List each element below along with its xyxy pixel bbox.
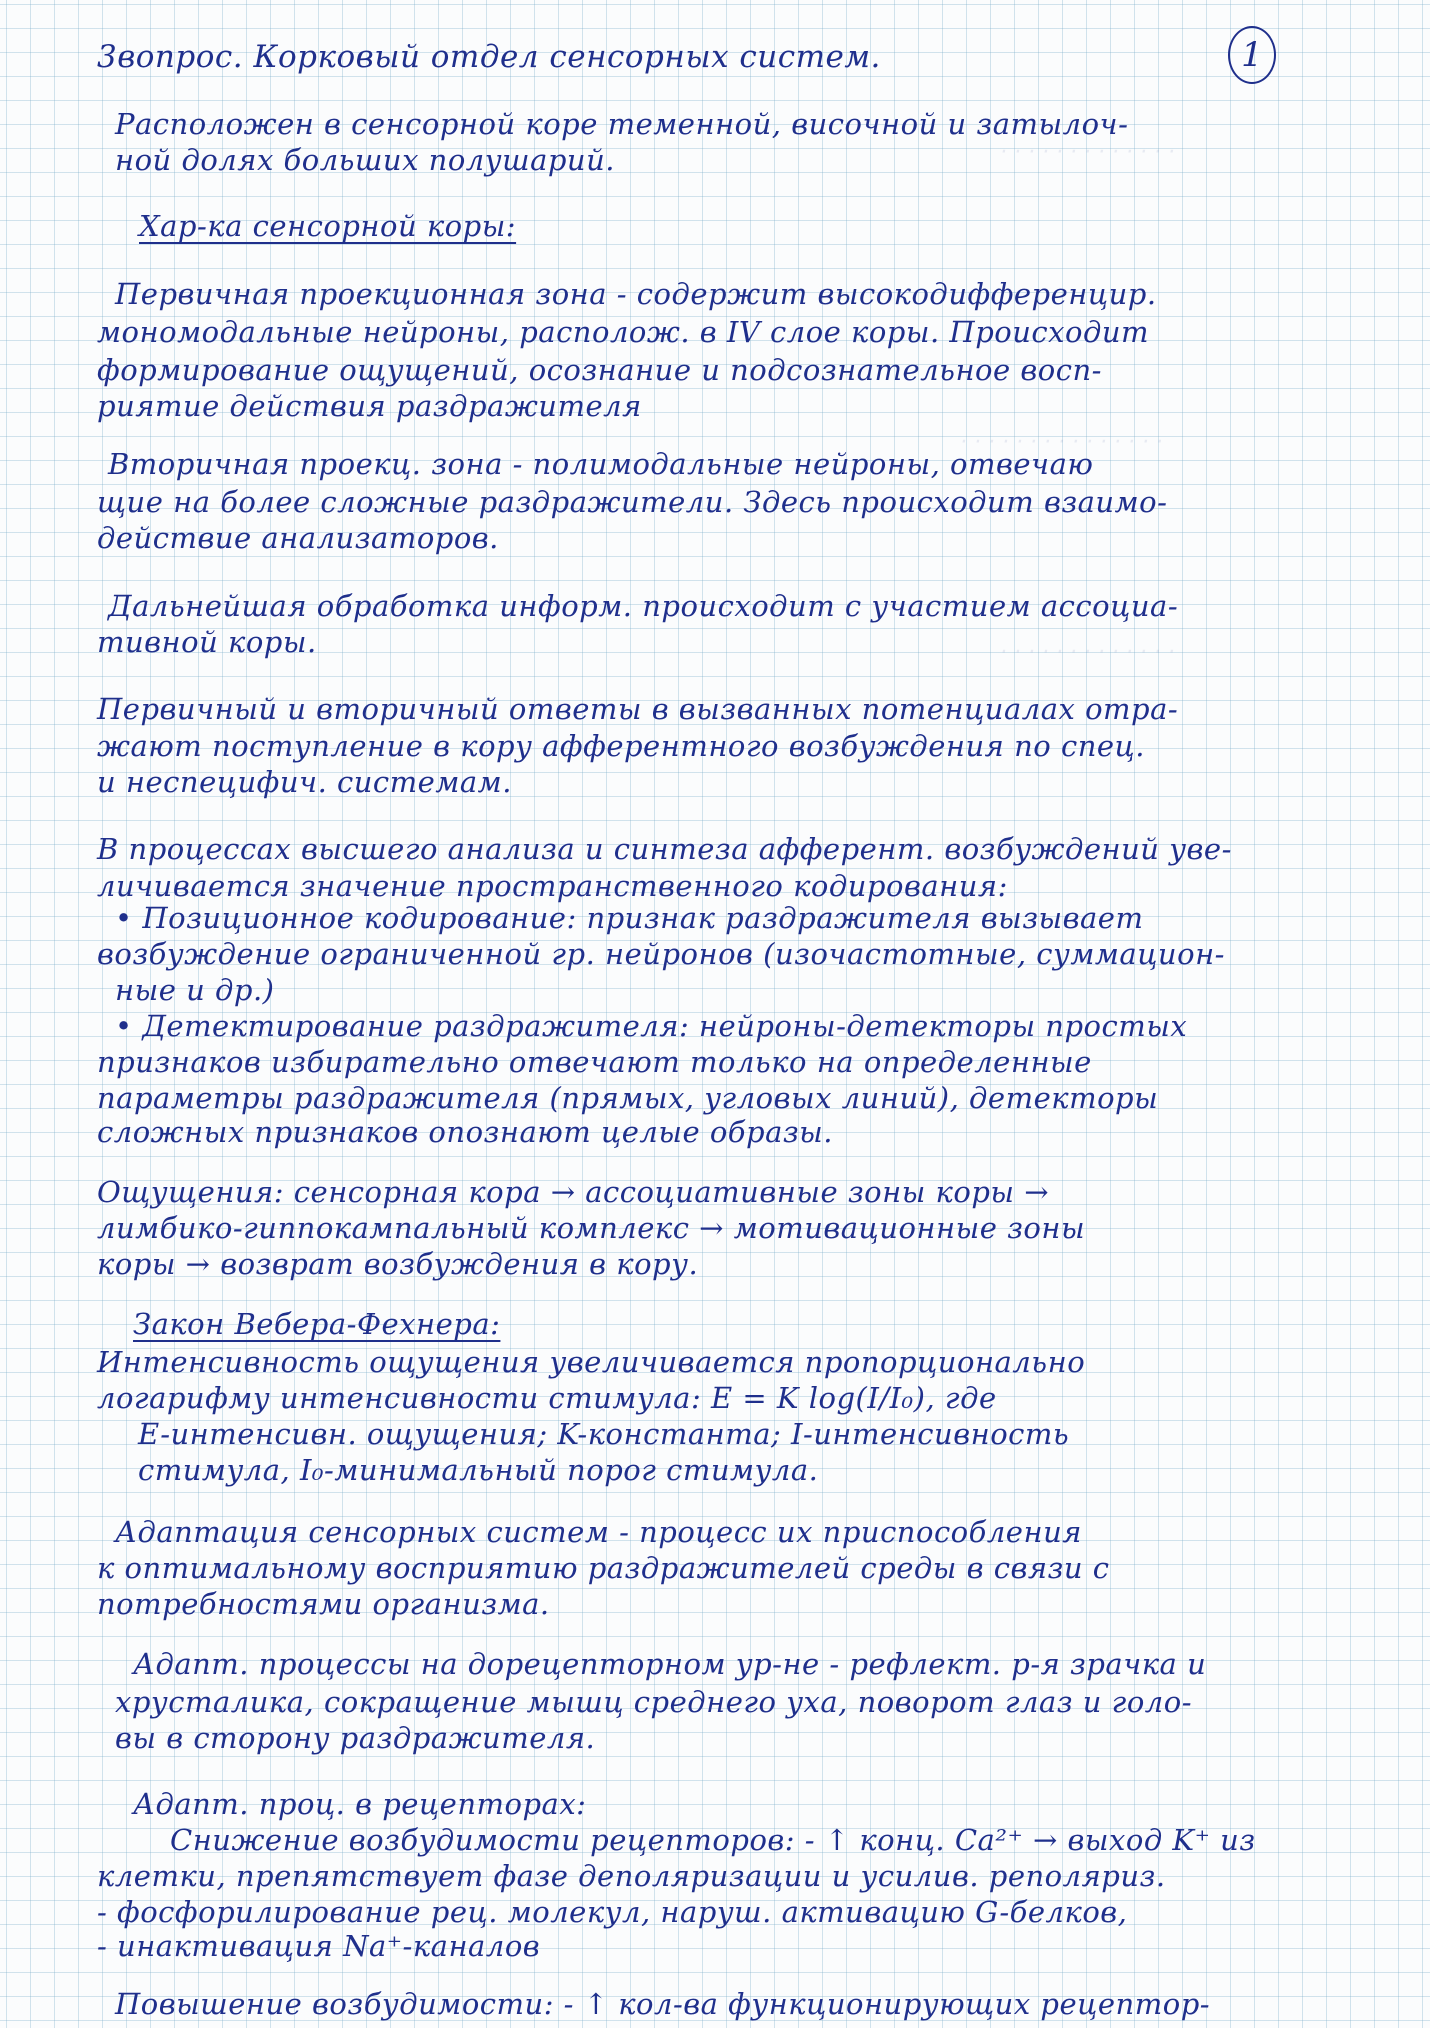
text-line: сложных признаков опознают целые образы. [97,1115,834,1149]
page-number: 1 [1228,26,1276,84]
text-line: Ощущения: сенсорная кора → ассоциативные зоны коры → [97,1175,1050,1209]
text-line: клетки, препятствует фазе деполяризации и усилив. реполяриз. [97,1859,1166,1893]
text-line: тивной коры. [97,625,317,659]
text-line: ной долях больших полушарий. [115,143,615,177]
text-line: щие на более сложные раздражители. Здесь происходит взаимо- [97,485,1168,519]
text-line: лимбико-гиппокампальный комплекс → мотивационные зоны [97,1211,1086,1245]
text-line: Первичный и вторичный ответы в вызванных потенциалах отра- [97,692,1179,726]
text-line: В процессах высшего анализа и синтеза афферент. возбуждений уве- [97,832,1232,866]
text-line: и неспецифич. системам. [97,765,512,799]
text-line: E-интенсивн. ощущения; K-константа; I-интенсивность [138,1417,1070,1451]
text-line: - инактивация Na⁺-каналов [97,1929,541,1963]
list-item: • Детектирование раздражителя: нейроны-детекторы простых [115,1009,1188,1043]
text-line: признаков избирательно отвечают только на определенные [97,1045,1092,1079]
text-line: риятие действия раздражителя [97,389,642,423]
show-through-text: · · · · · · · · · · · · · [1000,640,1175,665]
text-line: мономодальные нейроны, располож. в IV слое коры. Происходит [97,315,1150,349]
text-line: Дальнейшая обработка информ. происходит с участием ассоциа- [108,589,1179,623]
text-line: стимула, I₀-минимальный порог стимула. [138,1453,819,1487]
text-line: к оптимальному восприятию раздражителей среды в связи с [97,1551,1110,1585]
text-line: хрусталика, сокращение мышц среднего уха, поворот глаз и голо- [115,1685,1193,1719]
text-line: вы в сторону раздражителя. [115,1721,596,1755]
section-heading: Хар-ка сенсорной коры: [139,209,517,243]
text-line: Адапт. процессы на дорецепторном ур-не - рефлект. р-я зрачка и [133,1647,1207,1681]
text-line: действие анализаторов. [97,521,499,555]
show-through-text: · · · · · · · · · · · · · · · [960,430,1163,455]
text-line: логарифму интенсивности стимула: E = K log(I/I₀), где [97,1381,997,1415]
text-line: Повышение возбудимости: - ↑ кол-ва функционирующих рецептор- [115,1987,1211,2021]
text-line: параметры раздражителя (прямых, угловых линий), детекторы [97,1081,1159,1115]
question-title: 3вопрос. Корковый отдел сенсорных систем. [97,39,881,75]
list-item: • Позиционное кодирование: признак раздражителя вызывает [115,901,1144,935]
show-through-text: · · · · · · · · · · · · · [1000,140,1175,165]
text-line: Снижение возбудимости рецепторов: - ↑ конц. Ca²⁺ → выход K⁺ из [170,1823,1256,1857]
text-line: потребностями организма. [97,1587,550,1621]
text-line: Расположен в сенсорной коре теменной, височной и затылоч- [115,107,1129,141]
text-line: формирование ощущений, осознание и подсознательное восп- [97,353,1102,387]
text-line: - фосфорилирование рец. молекул, наруш. активацию G-белков, [97,1895,1128,1929]
text-line: Первичная проекционная зона - содержит высокодифференцир. [115,277,1157,311]
section-heading: Адапт. проц. в рецепторах: [133,1787,587,1821]
text-line: личивается значение пространственного кодирования: [97,869,1008,903]
text-line: Интенсивность ощущения увеличивается пропорционально [97,1345,1086,1379]
section-heading: Закон Вебера-Фехнера: [133,1307,501,1341]
text-line: коры → возврат возбуждения в кору. [97,1247,699,1281]
text-line: Вторичная проекц. зона - полимодальные нейроны, отвечаю [108,447,1094,481]
section-heading: Адаптация сенсорных систем - процесс их приспособления [115,1515,1082,1549]
text-line: ные и др.) [115,973,275,1007]
text-line: возбуждение ограниченной гр. нейронов (изочастотные, суммацион- [97,937,1225,971]
text-line: жают поступление в кору афферентного возбуждения по спец. [97,729,1145,763]
